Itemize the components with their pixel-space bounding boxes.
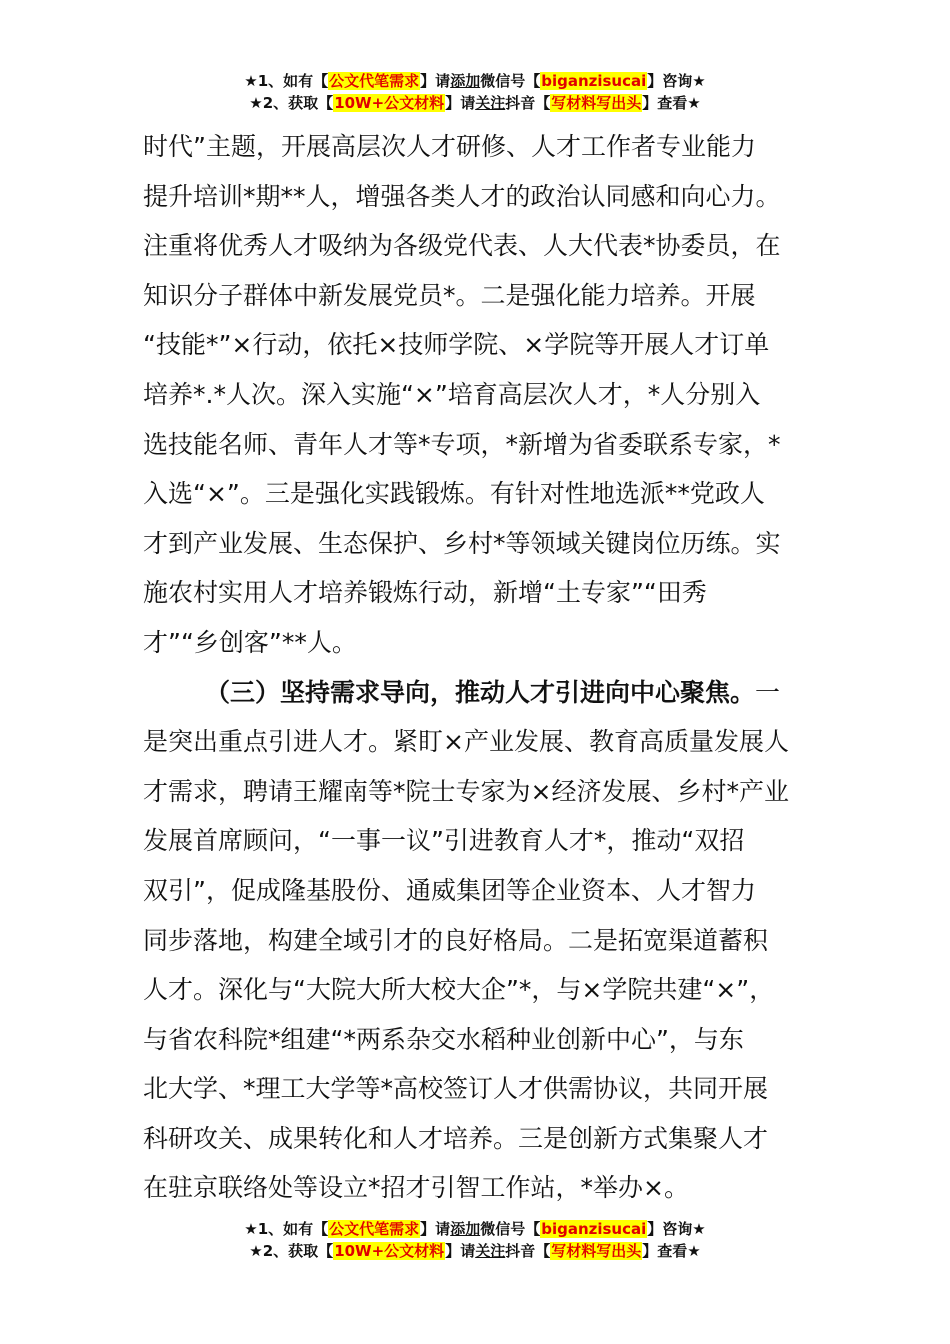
text-line: 人才。深化与“大院大所大校大企”*，与×学院共建“×”， — [143, 975, 775, 1005]
banner-line-1: ★1、如有【公文代笔需求】请添加微信号【biganzisucai】咨询★ — [244, 1220, 706, 1238]
text-line: 科研攻关、成果转化和人才培养。三是创新方式集聚人才 — [143, 1123, 769, 1153]
footer-banner — [0, 1218, 950, 1262]
highlight-materials: 10W+公文材料 — [334, 94, 445, 112]
text-line: 入选“×”。三是强化实践锻炼。有针对性地选派**党政人 — [143, 479, 765, 509]
section-heading: （三）坚持需求导向，推动人才引进向中心聚焦。 — [205, 677, 756, 707]
document-body — [143, 122, 823, 1213]
text-line: “技能*”×行动，依托×技师学院、×学院等开展人才订单 — [143, 330, 770, 360]
highlight-wechat-id: biganzisucai — [541, 1220, 647, 1238]
section-heading-line: （三）坚持需求导向，推动人才引进向中心聚焦。一 — [205, 677, 781, 707]
text-line: 选技能名师、青年人才等*专项，*新增为省委联系专家，* — [143, 429, 781, 459]
text-line: 提升培训*期**人，增强各类人才的政治认同感和向心力。 — [143, 181, 781, 211]
text-line: 与省农科院*组建“*两系杂交水稻种业创新中心”，与东 — [143, 1024, 744, 1054]
text-line: 注重将优秀人才吸纳为各级党代表、人大代表*协委员，在 — [143, 231, 781, 261]
highlight-materials: 10W+公文材料 — [334, 1242, 445, 1260]
text-line: 才到产业发展、生态保护、乡村*等领域关键岗位历练。实 — [143, 528, 781, 558]
text-line: 双引”，促成隆基股份、通威集团等企业资本、人才智力 — [143, 875, 756, 905]
text-line: 才”“乡创客”**人。 — [143, 627, 357, 657]
text-line: 时代”主题，开展高层次人才研修、人才工作者专业能力 — [143, 132, 756, 161]
text-line: 在驻京联络处等设立*招才引智工作站，*举办×。 — [143, 1173, 689, 1203]
highlight-service: 公文代笔需求 — [329, 72, 420, 90]
text-line: 是突出重点引进人才。紧盯×产业发展、教育高质量发展人 — [143, 727, 789, 757]
text-line: 发展首席顾问，“一事一议”引进教育人才*，推动“双招 — [143, 826, 745, 856]
highlight-douyin: 写材料写出头 — [551, 1242, 642, 1260]
highlight-service: 公文代笔需求 — [329, 1220, 420, 1238]
text-line: 北大学、*理工大学等*高校签订人才供需协议，共同开展 — [143, 1074, 769, 1104]
text-line: 才需求，聘请王耀南等*院士专家为×经济发展、乡村*产业 — [143, 776, 789, 806]
text-line: 培养*.*人次。深入实施“×”培育高层次人才，*人分别入 — [143, 379, 761, 409]
text-line: 同步落地，构建全域引才的良好格局。二是拓宽渠道蓄积 — [143, 925, 769, 955]
text-line: 知识分子群体中新发展党员*。二是强化能力培养。开展 — [143, 280, 756, 310]
highlight-wechat-id: biganzisucai — [541, 72, 647, 90]
highlight-douyin: 写材料写出头 — [551, 94, 642, 112]
banner-line-1: ★1、如有【公文代笔需求】请添加微信号【biganzisucai】咨询★ — [244, 72, 706, 90]
banner-line-2: ★2、获取【10W+公文材料】请关注抖音【写材料写出头】查看★ — [249, 1242, 701, 1260]
banner-line-2: ★2、获取【10W+公文材料】请关注抖音【写材料写出头】查看★ — [249, 94, 701, 112]
header-banner — [0, 70, 950, 114]
text-line: 施农村实用人才培养锻炼行动，新增“土专家”“田秀 — [143, 578, 707, 608]
